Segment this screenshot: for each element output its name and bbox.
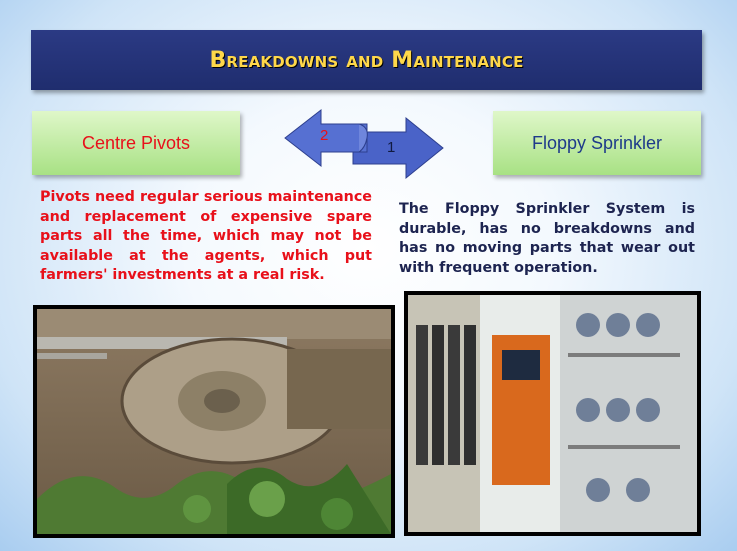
floppy-sprinkler-label-text: Floppy Sprinkler [531, 132, 663, 153]
pivot-wheel-image [37, 309, 391, 534]
swap-arrows-icon [283, 108, 447, 180]
pivot-wheel-photo [33, 305, 395, 538]
title-bar [31, 30, 702, 90]
arrow-right-number: 1 [387, 139, 396, 156]
slide-title: Breakdowns and Maintenance [209, 47, 524, 73]
floppy-sprinkler-description: The Floppy Sprinkler System is durable, has no breakdowns and has no moving parts that wear out with frequent operation. [399, 201, 695, 276]
sprinkler-equipment-photo [404, 291, 701, 536]
sprinkler-equipment-image [408, 295, 697, 532]
floppy-sprinkler-label [493, 111, 701, 175]
centre-pivots-label [32, 111, 240, 175]
centre-pivots-description: Pivots need regular serious maintenance and replacement of expensive spare parts all the time, which may not be available at the agents, which put farmers' investments at a real risk. [40, 189, 372, 283]
arrow-left-number: 2 [320, 127, 329, 144]
centre-pivots-label-text: Centre Pivots [81, 132, 191, 153]
